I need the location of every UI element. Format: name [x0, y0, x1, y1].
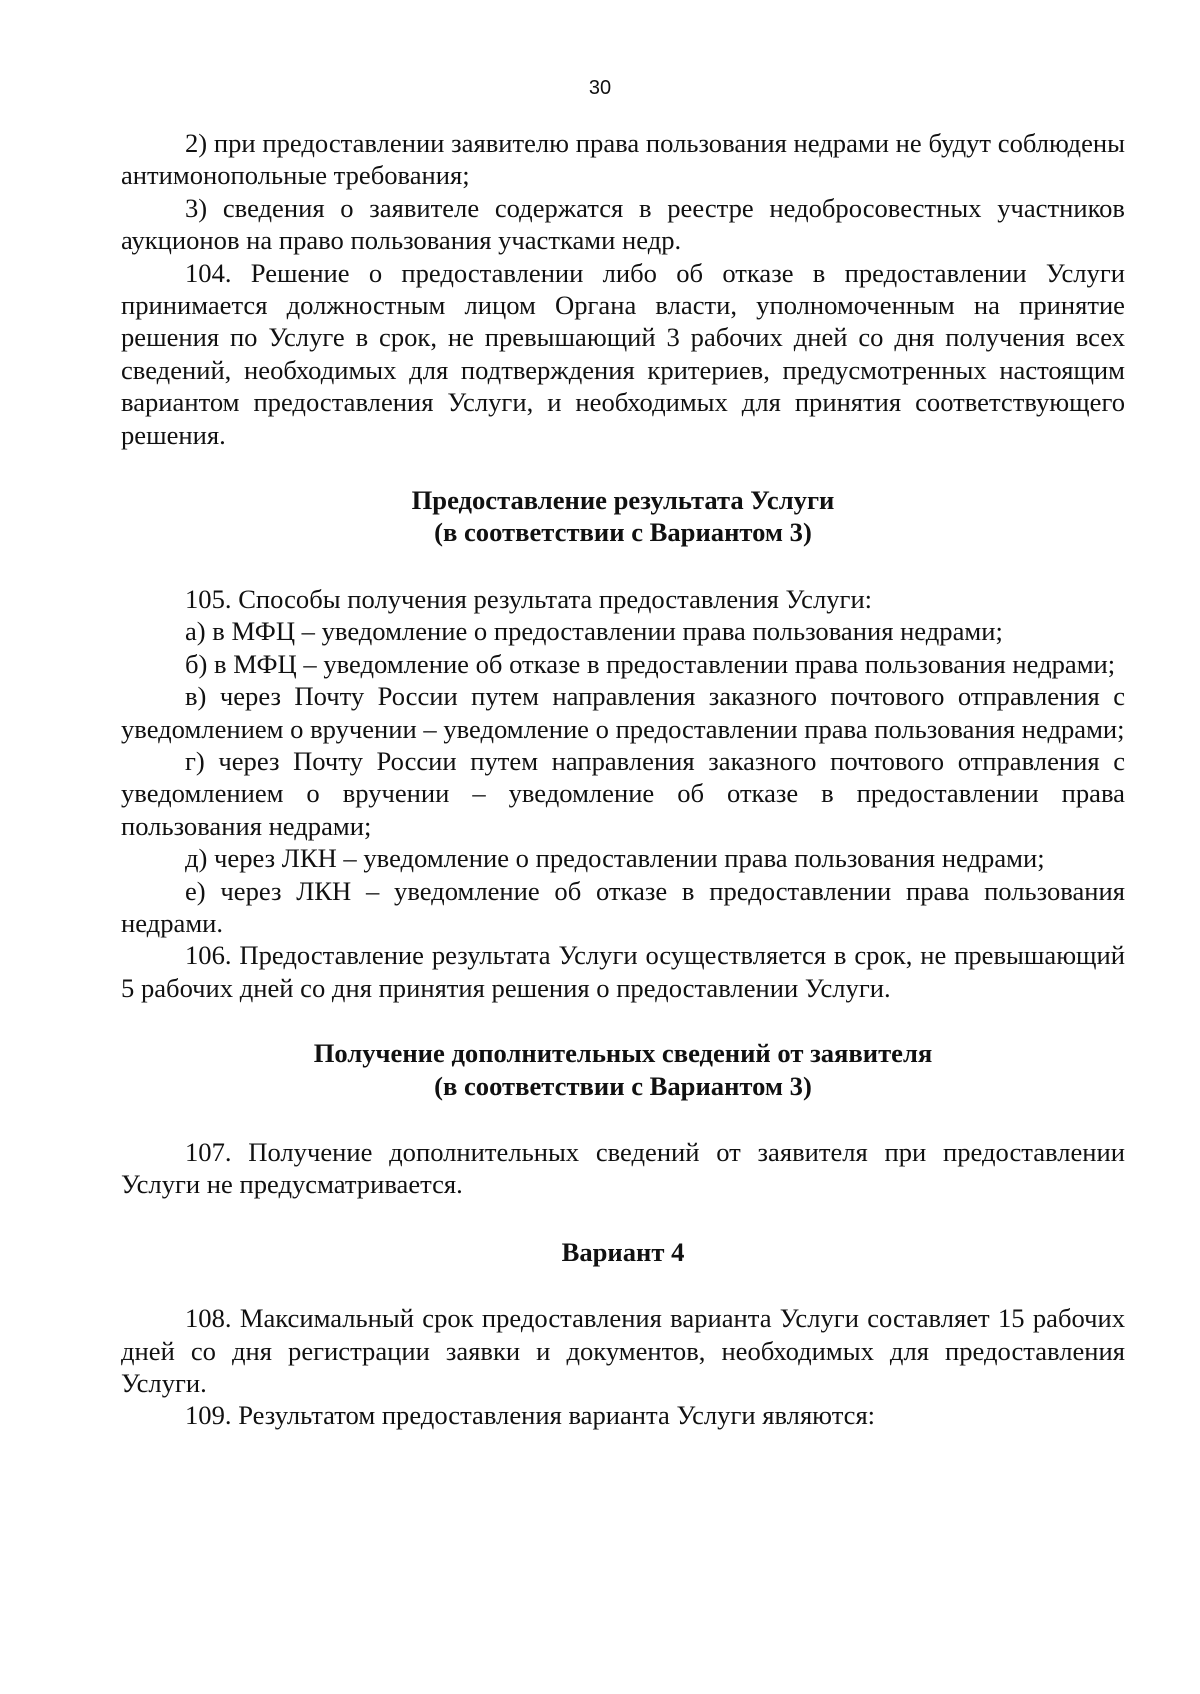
paragraph-105-b: б) в МФЦ – уведомление об отказе в предоставлении права пользования недрами;	[185, 648, 1116, 679]
paragraph-item-2: 2) при предоставлении заявителю права пользования недрами не будут соблюдены антимонопольные требования;	[121, 128, 1125, 191]
section-heading-variant-4-title: Вариант 4	[561, 1236, 685, 1267]
section-heading-result	[121, 484, 1125, 549]
paragraph-109: 109. Результатом предоставления варианта Услуги являются:	[185, 1400, 876, 1431]
paragraph-105-a: а) в МФЦ – уведомление о предоставлении права пользования недрами;	[185, 616, 1003, 647]
section-variant-4-body	[121, 1302, 1125, 1432]
paragraph-105: 105. Способы получения результата предоставления Услуги:	[185, 583, 873, 614]
document-body	[121, 127, 1125, 1432]
paragraph-106: 106. Предоставление результата Услуги осуществляется в срок, не превышающий 5 рабочих дней со дня принятия решения о предоставлении Услуги.	[121, 940, 1125, 1003]
paragraph-108: 108. Максимальный срок предоставления варианта Услуги составляет 15 рабочих дней со дня регистрации заявки и документов, необходимых для предоставления Услуги.	[121, 1303, 1125, 1398]
paragraph-105-g: г) через Почту России путем направления заказного почтового отправления с уведомлением о вручении – уведомление об отказе в предоставлении права пользования недрами;	[121, 745, 1125, 841]
section-heading-additional-info	[121, 1037, 1125, 1102]
section-additional-info-body	[121, 1136, 1125, 1201]
section-heading-result-line1: Предоставление результата Услуги	[411, 485, 835, 516]
section-heading-additional-info-line1: Получение дополнительных сведений от заявителя	[313, 1038, 933, 1069]
paragraph-item-3: 3) сведения о заявителе содержатся в реестре недобросовестных участников аукционов на право пользования участками недр.	[121, 192, 1125, 256]
paragraph-107: 107. Получение дополнительных сведений от заявителя при предоставлении Услуги не предусматривается.	[121, 1136, 1125, 1200]
section-heading-additional-info-line2: (в соответствии с Вариантом 3)	[434, 1070, 812, 1101]
paragraph-105-e: е) через ЛКН – уведомление об отказе в предоставлении права пользования недрами.	[121, 875, 1125, 938]
paragraph-104: 104. Решение о предоставлении либо об отказе в предоставлении Услуги принимается должностным лицом Органа власти, уполномоченным на принятие решения по Услуге в срок, не превышающий 3 рабочих дней со дня получения всех сведений, необходимых для подтверждения критериев, предусмотренных настоящим вариантом предоставления Услуги, и необходимых для принятия соответствующего решения.	[121, 257, 1125, 450]
paragraph-105-d: д) через ЛКН – уведомление о предоставлении права пользования недрами;	[185, 843, 1045, 874]
page-number: 30	[588, 77, 612, 99]
section-result-body	[121, 583, 1125, 1004]
section-heading-result-line2: (в соответствии с Вариантом 3)	[434, 517, 812, 548]
paragraph-105-v: в) через Почту России путем направления заказного почтового отправления с уведомлением о вручении – уведомление о предоставлении права пользования недрами;	[121, 681, 1125, 744]
section-heading-variant-4	[121, 1236, 1125, 1268]
